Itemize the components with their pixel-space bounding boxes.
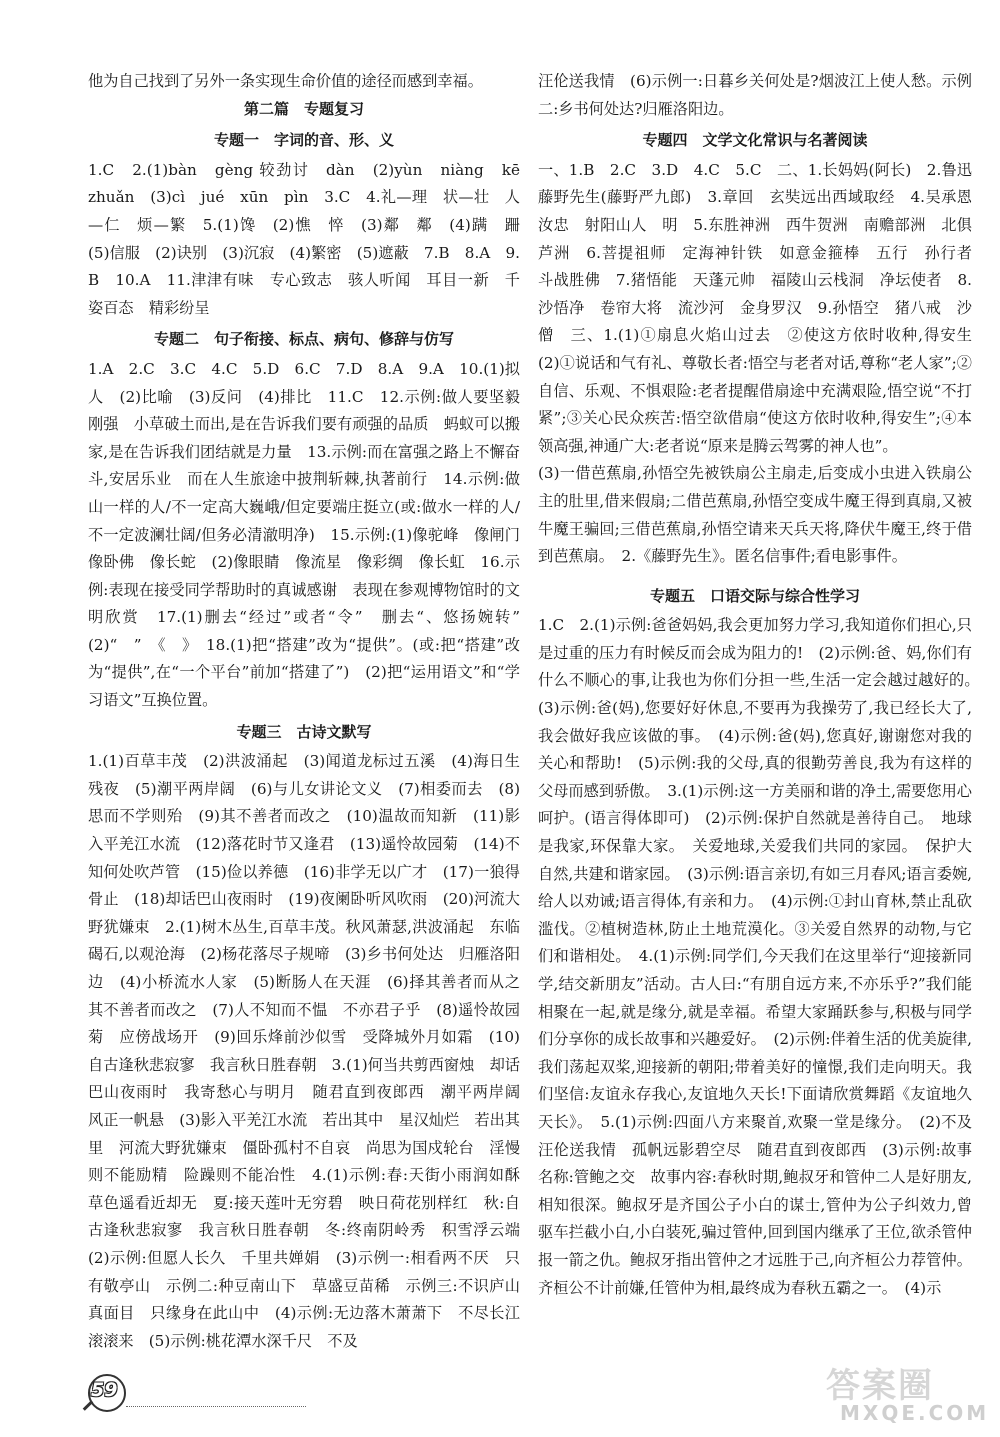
- left-column: [88, 68, 536, 1355]
- topic1-title: 专题一 字词的音、形、义: [213, 131, 394, 150]
- page-number: 59: [91, 1379, 118, 1401]
- footer-divider: [126, 1406, 306, 1407]
- topic5-answers: 1.C 2.(1)示例:爸爸妈妈,我会更加努力学习,我知道你们担心,只是过重的压力有时候反而会成为阻力的! (2)示例:爸、妈,你们有什么不顺心的事,让我也为你们分担一些,生活一定会越过越好的。 (3)示例:爸(妈),您要好好休息,不要再为我操劳了,我已经长大了,我会做好我应该做的事。 (4)示例:爸(妈),您真好,谢谢您对我的关心和帮助! (5)示例:我的父母,真的很勤劳善良,我为有这样的父母而感到骄傲。 3.(1)示例:这一方美丽和谐的净土,需要您用心呵护。(语言得体即可) (2)示例:保护自然就是善待自己。 地球是我家,环保靠大家。 关爱地球,关爱我们共同的家园。 保护大自然,共建和谐家园。 (3)示例:语言亲切,有如三月春风;语言委婉,给人以劝诫;语言得体,有亲和力。 (4)示例:①封山育林,禁止乱砍滥伐。②植树造林,防止土地荒漠化。③关爱自然界的动物,与它们和谐相处。 4.(1)示例:同学们,今天我们在这里举行“迎接新同学,结交新朋友”活动。古人曰:“有朋自远方来,不亦乐乎?”我们能相聚在一起,就是缘分,就是幸福。希望大家踊跃参与,积极与同学们分享你的成长故事和兴趣爱好。 (2)示例:伴着生活的优美旋律,我们荡起双桨,迎接新的朝阳;带着美好的憧憬,我们走向明天。我们坚信:友谊永存我心,友谊地久天长!下面请欣赏舞蹈《友谊地久天长》。 5.(1)示例:四面八方来聚首,欢聚一堂是缘分。 (2)不及汪伦送我情 孤帆远影碧空尽 随君直到夜郎西 (3)示例:故事名称:管鲍之交 故事内容:春秋时期,鲍叔牙和管仲二人是好朋友,相知很深。鲍叔牙是齐国公子小白的谋士,管仲为公子纠效力,曾驱车拦截小白,小白装死,骗过管仲,回到国内继承了王位,欲杀管仲报一箭之仇。鲍叔牙指出管仲之才远胜于己,向齐桓公力荐管仲。齐桓公不计前嫌,任管仲为相,最终成为春秋五霸之一。 (4)示: [538, 616, 988, 1297]
- topic5-title: 专题五 口语交际与综合性学习: [649, 586, 860, 605]
- topic4-answers-part2: (3)一借芭蕉扇,孙悟空先被铁扇公主扇走,后变成小虫进入铁扇公主的肚里,借来假扇;二借芭蕉扇,孙悟空变成牛魔王得到真扇,又被牛魔王骗回;三借芭蕉扇,孙悟空请来天兵天将,降伏牛魔王,终于借到芭蕉扇。 2.《藤野先生》。匿名信事件;看电影事件。: [538, 464, 972, 566]
- topic1-answers: 1.C 2.(1)bàn gèng 较劲讨 dàn (2)yùn niàng kē zhuǎn (3)cì jué xūn pìn 3.C 4.礼—理 状—壮 人—仁 烦—繁 5.(1)馋 (2)憔 悴 (3)鄰 鄰 (4)蹒 跚 (5)信服 (2)诀别 (3)沉寂 (4)繁密 (5)遮蔽 7.B 8.A 9.B 10.A 11.津津有味 专心致志 骇人听闻 耳目一新 千姿百态 精彩纷呈: [88, 160, 536, 317]
- watermark-logo: 答案圈: [826, 1366, 934, 1406]
- topic2-answers: 1.A 2.C 3.C 4.C 5.D 6.C 7.D 8.A 9.A 10.(1)拟人 (2)比喻 (3)反问 (4)排比 11.C 12.示例:做人要坚毅刚强 小草破土而出,是在告诉我们要有顽强的品质 蚂蚁可以搬家,是在告诉我们团结就是力量 13.示例:而在富强之路上不懈奋斗,安居乐业 而在人生旅途中披荆斩棘,执著前行 14.示例:做山一样的人/不一定高大巍峨/但定要端庄挺立(或:做水一样的人/不一定波澜壮阔/但务必清澈明净) 15.示例:(1)像驼峰 像闸门 像卧佛 像长蛇 (2)像眼睛 像流星 像彩绸 像长虹 16.示例:表现在接受同学帮助时的真诚感谢 表现在参观博物馆时的文明欣赏 17.(1)删去“经过”或者“令” 删去“、悠扬婉转” (2)“ ” 《 》 18.(1)把“搭建”改为“提供”。(或:把“搭建”改为“提供”,在“一个平台”前加“搭建了”) (2)把“运用语文”和“学习语文”互换位置。: [88, 359, 536, 710]
- watermark: [826, 1358, 994, 1434]
- watermark-url: MXQE.COM: [840, 1401, 990, 1425]
- topic3-title: 专题三 古诗文默写: [236, 722, 372, 741]
- topic2-title: 专题二 句子衔接、标点、病句、修辞与仿写: [153, 330, 454, 349]
- topic3-answers: 1.(1)百草丰茂 (2)洪波涌起 (3)闻道龙标过五溪 (4)海日生残夜 (5)潮平两岸阔 (6)与儿女讲论文义 (7)相委而去 (8)思而不学则殆 (9)其不善者而改之 (10)温故而知新 (11)影入平羌江水流 (12)落花时节又逢君 (13)遥怜故园菊 (14)不知何处吹芦管 (15)俭以养德 (16)非学无以广才 (17)一狼得骨止 (18)却话巴山夜雨时 (19)夜阑卧听风吹雨 (20)河流大野犹嫌束 2.(1)树木丛生,百草丰茂。秋风萧瑟,洪波涌起 东临碣石,以观沧海 (2)杨花落尽子规啼 (3)乡书何处达 归雁洛阳边 (4)小桥流水人家 (5)断肠人在天涯 (6)择其善者而从之 其不善者而改之 (7)人不知而不愠 不亦君子乎 (8)遥怜故园菊 应傍战场开 (9)回乐烽前沙似雪 受降城外月如霜 (10)自古逢秋悲寂寥 我言秋日胜春朝 3.(1)何当共剪西窗烛 却话巴山夜雨时 我寄愁心与明月 随君直到夜郎西 潮平两岸阔 风正一帆悬 (3)影入平羌江水流 若出其中 星汉灿烂 若出其里 河流大野犹嫌束 僵卧孤村不自哀 尚思为国戍轮台 淫慢则不能励精 险躁则不能冶性 4.(1)示例:春:天街小雨润如酥 草色遥看近却无 夏:接天莲叶无穷碧 映日荷花别样红 秋:自古逢秋悲寂寥 我言秋日胜春朝 冬:终南阴岭秀 积雪浮云端 (2)示例:但愿人长久 千里共婵娟 (3)示例一:相看两不厌 只有敬亭山 示例二:种豆南山下 草盛豆苗稀 示例三:不识庐山真面目 只缘身在此山中 (4)示例:无边落木萧萧下 不尽长江滚滚来 (5)示例:桃花潭水深千尺 不及: [88, 752, 536, 1350]
- topic3-continued: 汪伦送我情 (6)示例一:日暮乡关何处是?烟波江上使人愁。示例二:乡书何处达?归雁洛阳边。: [538, 72, 972, 118]
- part-title: 第二篇 专题复习: [243, 99, 364, 118]
- topic4-answers-part1: 一、1.B 2.C 3.D 4.C 5.C 二、1.长妈妈(阿长) 2.鲁迅 藤野先生(藤野严九郎) 3.章回 玄奘远出西域取经 4.吴承恩 汝忠 射阳山人 明 5.东胜神洲 西牛贺洲 南赡部洲 北俱芦洲 6.菩提祖师 定海神针铁 如意金箍棒 五行 孙行者 斗战胜佛 7.猪悟能 天蓬元帅 福陵山云栈洞 净坛使者 8.沙悟净 卷帘大将 流沙河 金身罗汉 9.孙悟空 猪八戒 沙僧 三、1.(1)①扇息火焰山过去 ②使这方依时收种,得安生 (2)①说话和气有礼、尊敬长者:悟空与老者对话,尊称“老人家”;②自信、乐观、不惧艰险:老者提醒借扇途中充满艰险,悟空说“不打紧”;③关心民众疾苦:悟空欲借扇“使这方依时收种,得安生”;④本领高强,神通广大:老者说“原来是腾云驾雾的神人也”。: [538, 160, 988, 455]
- topic4-title: 专题四 文学文化常识与名著阅读: [642, 131, 868, 150]
- right-column: [538, 68, 988, 1302]
- page-number-badge: [88, 1374, 126, 1412]
- intro-line: 他为自己找到了另外一条实现生命价值的途径而感到幸福。: [88, 72, 483, 90]
